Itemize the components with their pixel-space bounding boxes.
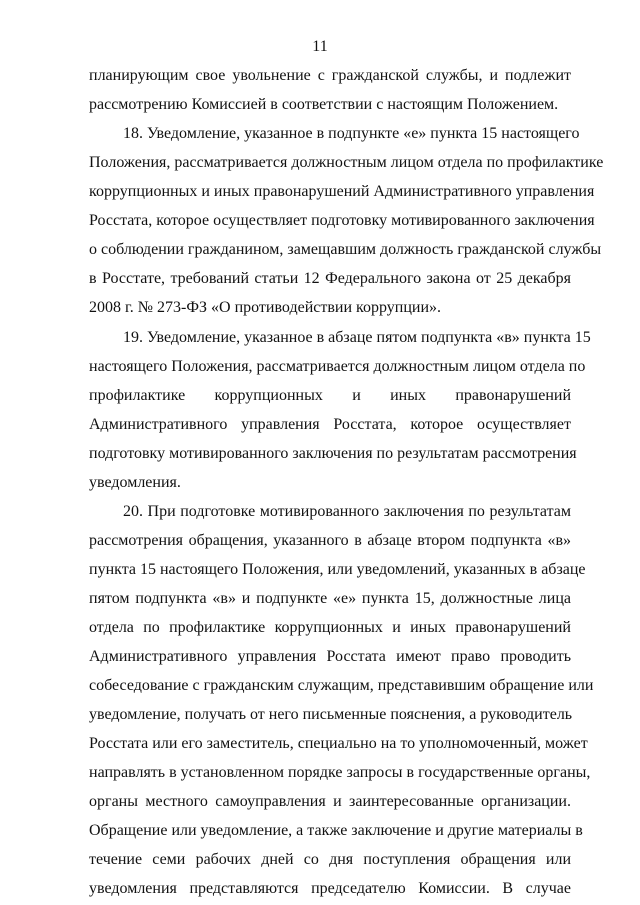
- text-line: Росстата или его заместитель, специально на то уполномоченный, может: [89, 735, 588, 752]
- text-line: 2008 г. № 273-ФЗ «О противодействии коррупции».: [89, 299, 442, 316]
- text-line: Обращение или уведомление, а также заключение и другие материалы в: [89, 822, 583, 839]
- text-line: настоящего Положения, рассматривается должностным лицом отдела по: [89, 358, 586, 375]
- text-line: Административного управления Росстата имеют право проводить: [89, 648, 571, 665]
- text-line: уведомление, получать от него письменные пояснения, а руководитель: [89, 706, 573, 723]
- text-line: коррупционных и иных правонарушений Административного управления: [89, 183, 595, 200]
- text-line: рассмотрения обращения, указанного в абзаце втором подпункта «в»: [89, 532, 571, 549]
- text-line: пятом подпункта «в» и подпункте «е» пункта 15, должностные лица: [89, 590, 571, 607]
- text-line: пункта 15 настоящего Положения, или уведомлений, указанных в абзаце: [89, 561, 586, 578]
- text-line: Росстата, которое осуществляет подготовку мотивированного заключения: [89, 212, 595, 229]
- paragraph-19-first-line: 19. Уведомление, указанное в абзаце пятом подпункта «в» пункта 15: [123, 329, 591, 346]
- text-line: планирующим свое увольнение с гражданской службы, и подлежит: [89, 67, 571, 84]
- text-line: рассмотрению Комиссией в соответствии с настоящим Положением.: [89, 96, 559, 113]
- text-line: собеседование с гражданским служащим, представившим обращение или: [89, 677, 594, 694]
- page-number: 11: [312, 38, 328, 55]
- text-line: профилактике коррупционных и иных правонарушений: [89, 387, 571, 404]
- paragraph-18-first-line: 18. Уведомление, указанное в подпункте «е» пункта 15 настоящего: [123, 125, 580, 142]
- text-line: течение семи рабочих дней со дня поступления обращения или: [89, 851, 571, 868]
- text-line: Положения, рассматривается должностным лицом отдела по профилактике: [89, 154, 604, 171]
- text-line: в Росстате, требований статьи 12 Федерального закона от 25 декабря: [89, 270, 571, 287]
- text-line: органы местного самоуправления и заинтересованные организации.: [89, 793, 571, 810]
- paragraph-20-first-line: 20. При подготовке мотивированного заключения по результатам: [123, 503, 571, 520]
- text-line: о соблюдении гражданином, замещавшим должность гражданской службы: [89, 241, 602, 258]
- text-line: Административного управления Росстата, которое осуществляет: [89, 416, 571, 433]
- text-line: отдела по профилактике коррупционных и иных правонарушений: [89, 619, 571, 636]
- text-line: уведомления представляются председателю Комиссии. В случае: [89, 880, 571, 897]
- text-line: уведомления.: [89, 474, 181, 491]
- text-line: направлять в установленном порядке запросы в государственные органы,: [89, 764, 591, 781]
- text-line: подготовку мотивированного заключения по результатам рассмотрения: [89, 445, 577, 462]
